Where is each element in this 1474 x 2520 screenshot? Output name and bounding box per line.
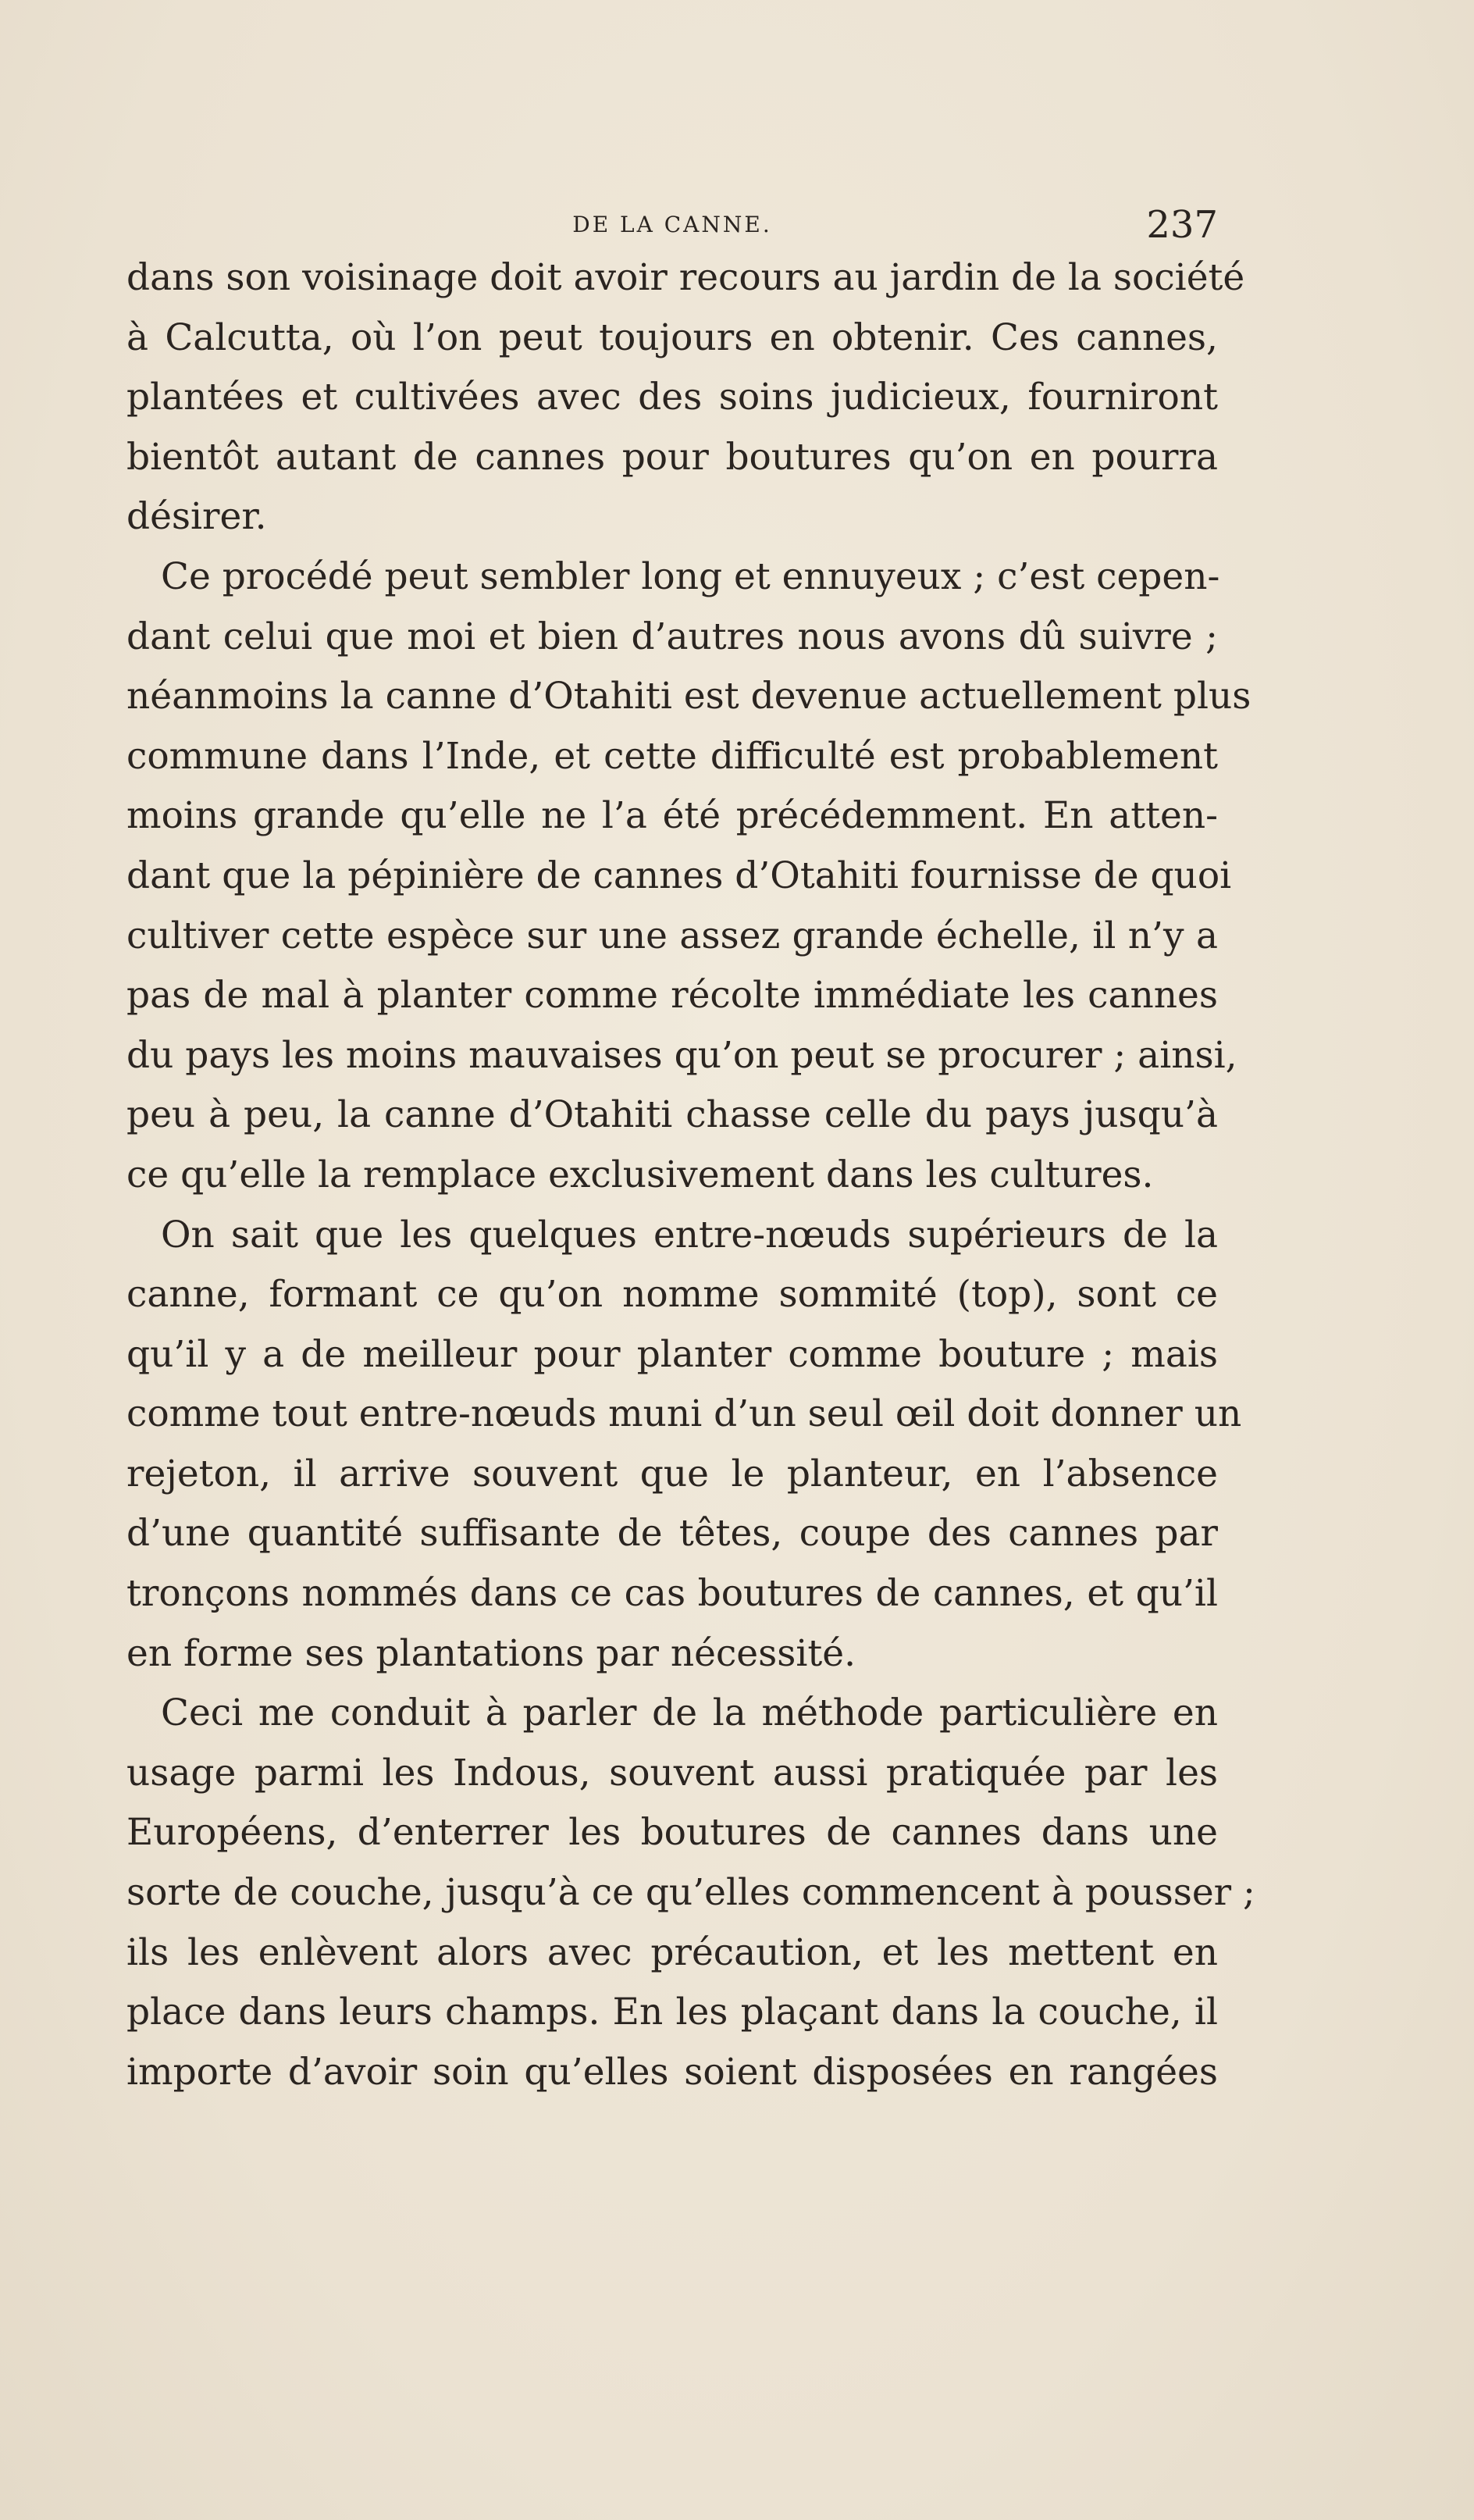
text-line: importe d’avoir soin qu’elles soient disposées en rangées bbox=[126, 2050, 1218, 2094]
text-line: moins grande qu’elle ne l’a été précédemment. En atten- bbox=[126, 794, 1218, 838]
text-line: dant que la pépinière de cannes d’Otahiti fournisse de quoi bbox=[126, 854, 1232, 897]
text-line: commune dans l’Inde, et cette difficulté est probablement bbox=[126, 734, 1218, 778]
text-line: Ceci me conduit à parler de la méthode particulière en bbox=[161, 1691, 1218, 1735]
text-line: bientôt autant de cannes pour boutures qu’on en pourra bbox=[126, 435, 1218, 479]
text-line: du pays les moins mauvaises qu’on peut se procurer ; ainsi, bbox=[126, 1033, 1237, 1077]
text-line: peu à peu, la canne d’Otahiti chasse celle du pays jusqu’à bbox=[126, 1093, 1218, 1137]
body-text bbox=[126, 248, 1255, 2102]
text-line: néanmoins la canne d’Otahiti est devenue actuellement plus bbox=[126, 675, 1251, 718]
paragraph-2 bbox=[126, 547, 1251, 1206]
text-line: ils les enlèvent alors avec précaution, et les mettent en bbox=[126, 1930, 1218, 1974]
text-line: On sait que les quelques entre-nœuds supérieurs de la bbox=[161, 1213, 1218, 1256]
text-line: dant celui que moi et bien d’autres nous avons dû suivre ; bbox=[126, 615, 1218, 658]
text-line: Européens, d’enterrer les boutures de cannes dans une bbox=[126, 1811, 1218, 1855]
text-line: place dans leurs champs. En les plaçant dans la couche, il bbox=[126, 1991, 1218, 2034]
text-line: usage parmi les Indous, souvent aussi pratiquée par les bbox=[126, 1751, 1218, 1795]
text-line: pas de mal à planter comme récolte immédiate les cannes bbox=[126, 974, 1218, 1018]
page-number: 237 bbox=[1146, 203, 1218, 247]
text-line: plantées et cultivées avec des soins judicieux, fourniront bbox=[126, 376, 1218, 419]
running-head bbox=[126, 201, 1218, 248]
paragraph-1 bbox=[126, 248, 1245, 547]
running-title: DE LA CANNE. bbox=[572, 212, 772, 237]
text-line: désirer. bbox=[126, 495, 267, 539]
text-line: canne, formant ce qu’on nomme sommité (top), sont ce bbox=[126, 1273, 1218, 1317]
text-line: cultiver cette espèce sur une assez grande échelle, il n’y a bbox=[126, 914, 1218, 957]
text-line: d’une quantité suffisante de têtes, coupe des cannes par bbox=[126, 1512, 1218, 1556]
paragraph-3 bbox=[126, 1206, 1242, 1684]
text-line: sorte de couche, jusqu’à ce qu’elles commencent à pousser ; bbox=[126, 1871, 1255, 1915]
text-line: dans son voisinage doit avoir recours au jardin de la société bbox=[126, 256, 1245, 299]
paragraph-4 bbox=[126, 1684, 1255, 2102]
text-line: Ce procédé peut sembler long et ennuyeux ; c’est cepen- bbox=[161, 554, 1220, 598]
text-line: comme tout entre-nœuds muni d’un seul œil doit donner un bbox=[126, 1392, 1242, 1436]
text-line: qu’il y a de meilleur pour planter comme bouture ; mais bbox=[126, 1332, 1218, 1376]
text-line: tronçons nommés dans ce cas boutures de cannes, et qu’il bbox=[126, 1572, 1218, 1616]
text-line: rejeton, il arrive souvent que le planteur, en l’absence bbox=[126, 1452, 1218, 1495]
text-line: à Calcutta, où l’on peut toujours en obtenir. Ces cannes, bbox=[126, 315, 1218, 359]
text-line: en forme ses plantations par nécessité. bbox=[126, 1631, 856, 1675]
text-line: ce qu’elle la remplace exclusivement dans les cultures. bbox=[126, 1153, 1154, 1196]
